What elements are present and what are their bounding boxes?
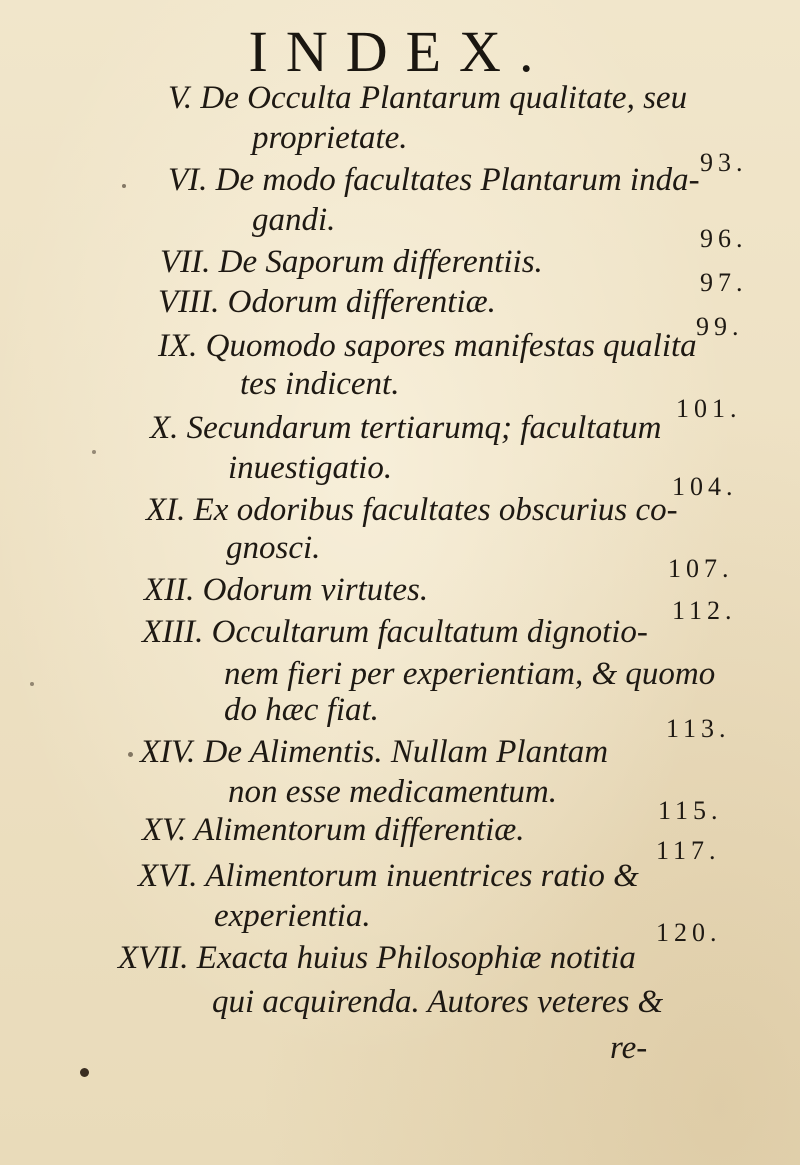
entry-9-page: 101. <box>676 394 742 423</box>
entry-13-line-3: do hæc fiat. <box>224 692 379 728</box>
entry-16-line-1: XVI. Alimentorum inuentrices ratio & <box>138 858 639 894</box>
entry-13-page: 113. <box>666 714 731 743</box>
entry-11-line-2: gnosci. <box>226 530 321 566</box>
entry-15-page: 117. <box>656 836 721 865</box>
entry-7-line-1: VII. De Saporum differentiis. <box>160 244 543 280</box>
entry-5-line-1: V. De Occulta Plantarum qualitate, seu <box>168 80 688 116</box>
ink-speck <box>122 184 126 188</box>
entry-12-page: 112. <box>672 596 737 625</box>
entry-13-line-1: XIII. Occultarum facultatum dignotio- <box>142 614 648 650</box>
entry-12-line-1: XII. Odorum virtutes. <box>144 572 429 608</box>
entry-14-line-2: non esse medicamentum. <box>228 774 558 810</box>
entry-5-line-2: proprietate. <box>252 120 408 156</box>
entry-6-line-1: VI. De modo facultates Plantarum inda- <box>168 162 700 198</box>
entry-14-page: 115. <box>658 796 723 825</box>
entry-6-line-2: gandi. <box>252 202 336 238</box>
entry-11-page: 107. <box>668 554 734 583</box>
entry-6-page: 96. <box>700 224 748 253</box>
entry-16-page: 120. <box>656 918 722 947</box>
entry-5-page: 93. <box>700 148 748 177</box>
entry-13-line-2: nem fieri per experientiam, & quomo <box>224 656 716 692</box>
entry-8-line-1: VIII. Odorum differentiæ. <box>158 284 496 320</box>
entry-17-line-2: qui acquirenda. Autores veteres & <box>212 984 664 1020</box>
entry-8-page: 99. <box>696 312 744 341</box>
entry-9-line-2: tes indicent. <box>240 366 400 402</box>
entry-10-page: 104. <box>672 472 738 501</box>
entry-11-line-1: XI. Ex odoribus facultates obscurius co- <box>146 492 678 528</box>
entry-14-line-1: XIV. De Alimentis. Nullam Plantam <box>140 734 609 770</box>
ink-speck <box>30 682 34 686</box>
entry-15-line-1: XV. Alimentorum differentiæ. <box>142 812 525 848</box>
catchword: re- <box>610 1030 648 1066</box>
ink-speck <box>128 752 133 757</box>
ink-speck <box>92 450 96 454</box>
page-title: INDEX. <box>248 19 552 84</box>
ink-speck <box>80 1068 89 1077</box>
entry-16-line-2: experientia. <box>214 898 371 934</box>
entry-17-line-1: XVII. Exacta huius Philosophiæ notitia <box>118 940 636 976</box>
entry-9-line-1: IX. Quomodo sapores manifestas qualita <box>158 328 697 364</box>
entry-10-line-1: X. Secundarum tertiarumq; facultatum <box>150 410 662 446</box>
entry-10-line-2: inuestigatio. <box>228 450 393 486</box>
entry-7-page: 97. <box>700 268 748 297</box>
